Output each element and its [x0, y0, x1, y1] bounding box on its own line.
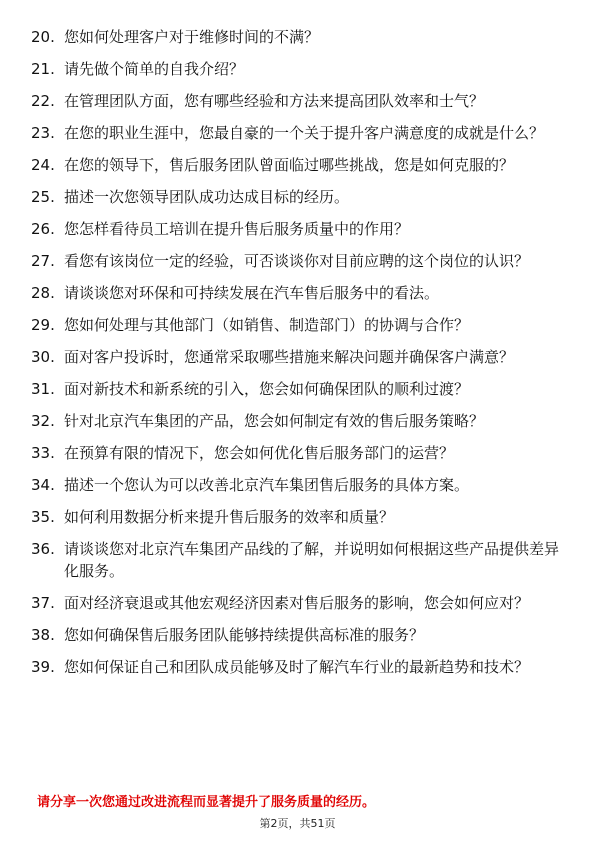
question-text: 看您有该岗位一定的经验，可否谈谈你对目前应聘的这个岗位的认识？ — [64, 252, 530, 270]
question-text: 在管理团队方面，您有哪些经验和方法来提高团队效率和士气？ — [64, 92, 485, 110]
question-number: 20. — [31, 28, 55, 46]
question-text: 请先做个简单的自我介绍？ — [64, 60, 245, 78]
question-text: 您如何处理客户对于维修时间的不满？ — [64, 28, 320, 46]
question-text: 如何利用数据分析来提升售后服务的效率和质量？ — [64, 508, 395, 526]
question-number: 35. — [31, 508, 55, 526]
question-item — [31, 314, 566, 336]
question-number: 24. — [31, 156, 55, 174]
question-text: 您如何确保售后服务团队能够持续提供高标准的服务？ — [64, 626, 425, 644]
question-item — [31, 186, 566, 208]
question-number: 36. — [31, 540, 55, 558]
question-item — [31, 58, 566, 80]
question-item — [31, 538, 566, 582]
question-text: 面对客户投诉时，您通常采取哪些措施来解决问题并确保客户满意？ — [64, 348, 515, 366]
question-text: 您如何保证自己和团队成员能够及时了解汽车行业的最新趋势和技术？ — [64, 658, 530, 676]
question-number: 33. — [31, 444, 55, 462]
question-number: 27. — [31, 252, 55, 270]
question-number: 38. — [31, 626, 55, 644]
question-item — [31, 282, 566, 304]
question-number: 32. — [31, 412, 55, 430]
question-number: 26. — [31, 220, 55, 238]
question-text: 您如何处理与其他部门（如销售、制造部门）的协调与合作？ — [64, 316, 470, 334]
question-number: 22. — [31, 92, 55, 110]
question-item — [31, 442, 566, 464]
question-item — [31, 122, 566, 144]
question-number: 23. — [31, 124, 55, 142]
question-item — [31, 506, 566, 528]
question-item — [31, 346, 566, 368]
question-text: 请谈谈您对北京汽车集团产品线的了解，并说明如何根据这些产品提供差异化服务。 — [64, 540, 560, 580]
question-text: 请谈谈您对环保和可持续发展在汽车售后服务中的看法。 — [64, 284, 440, 302]
question-text: 描述一次您领导团队成功达成目标的经历。 — [64, 188, 350, 206]
question-number: 29. — [31, 316, 55, 334]
question-item — [31, 154, 566, 176]
question-text: 在预算有限的情况下，您会如何优化售后服务部门的运营？ — [64, 444, 455, 462]
question-text: 您怎样看待员工培训在提升售后服务质量中的作用？ — [64, 220, 410, 238]
question-number: 21. — [31, 60, 55, 78]
question-text: 针对北京汽车集团的产品，您会如何制定有效的售后服务策略？ — [64, 412, 485, 430]
question-item — [31, 90, 566, 112]
question-number: 39. — [31, 658, 55, 676]
question-item — [31, 218, 566, 240]
question-list — [31, 26, 566, 688]
question-number: 37. — [31, 594, 55, 612]
question-text: 在您的领导下，售后服务团队曾面临过哪些挑战，您是如何克服的？ — [64, 156, 515, 174]
question-number: 31. — [31, 380, 55, 398]
question-item — [31, 624, 566, 646]
question-item — [31, 26, 566, 48]
question-item — [31, 474, 566, 496]
question-text: 描述一个您认为可以改善北京汽车集团售后服务的具体方案。 — [64, 476, 470, 494]
question-item — [31, 378, 566, 400]
question-number: 25. — [31, 188, 55, 206]
question-text: 在您的职业生涯中，您最自豪的一个关于提升客户满意度的成就是什么？ — [64, 124, 545, 142]
question-text: 面对新技术和新系统的引入，您会如何确保团队的顺利过渡？ — [64, 380, 470, 398]
question-text: 面对经济衰退或其他宏观经济因素对售后服务的影响，您会如何应对？ — [64, 594, 530, 612]
question-number: 34. — [31, 476, 55, 494]
page-footer: 第2页，共51页 — [259, 817, 336, 830]
question-number: 30. — [31, 348, 55, 366]
question-number: 28. — [31, 284, 55, 302]
question-item — [31, 656, 566, 678]
question-item — [31, 250, 566, 272]
question-item — [31, 592, 566, 614]
highlighted-question: 请分享一次您通过改进流程而显著提升了服务质量的经历。 — [37, 795, 376, 810]
question-item — [31, 410, 566, 432]
